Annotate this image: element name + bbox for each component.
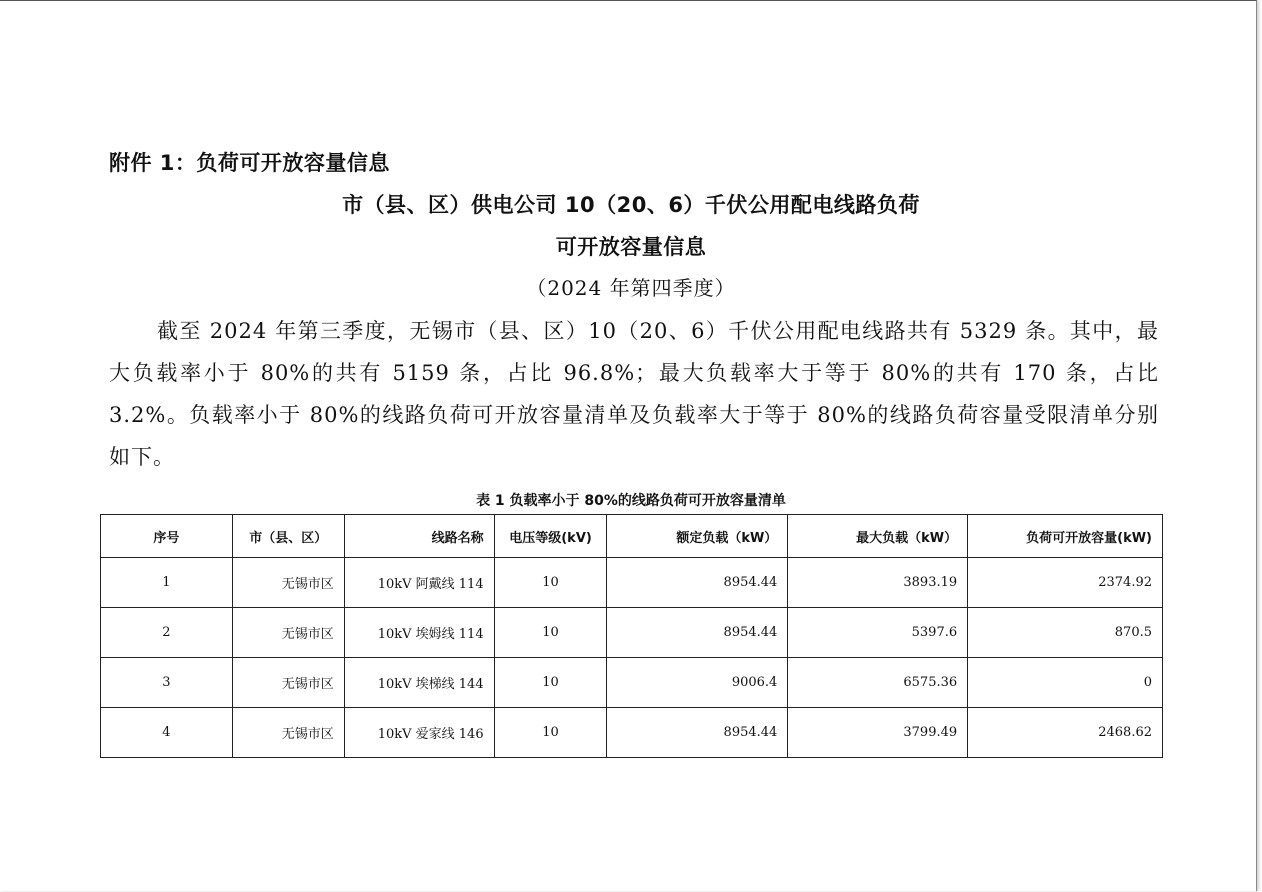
cell-voltage: 10 bbox=[494, 708, 607, 758]
cell-line-name: 10kV 爱家线 146 bbox=[344, 708, 494, 758]
cell-region: 无锡市区 bbox=[232, 658, 344, 708]
cell-region: 无锡市区 bbox=[232, 558, 344, 608]
document-title-line1: 市（县、区）供电公司 10（20、6）千伏公用配电线路负荷 bbox=[342, 193, 920, 217]
cell-index: 2 bbox=[101, 608, 233, 658]
cell-open-capacity: 870.5 bbox=[968, 608, 1163, 658]
body-paragraph: 截至 2024 年第三季度，无锡市（县、区）10（20、6）千伏公用配电线路共有 5329 条。其中，最大负载率小于 80%的共有 5159 条，占比 96.8%；最大负载率大于等于 80%的共有 170 条，占比 3.2%。负载率小于 80%的线路负荷可开放容量清单及负载率大于等于 80%的线路负荷容量受限清单分别如下。 bbox=[109, 319, 1159, 469]
cell-voltage: 10 bbox=[494, 608, 607, 658]
header-cell-voltage: 电压等级(kV) bbox=[494, 515, 607, 558]
cell-open-capacity: 2468.62 bbox=[968, 708, 1163, 758]
table-row bbox=[101, 708, 1163, 758]
attachment-title: 附件 1：负荷可开放容量信息 bbox=[109, 151, 390, 175]
document-subtitle: （2024 年第四季度） bbox=[526, 276, 736, 300]
cell-max-load: 6575.36 bbox=[788, 658, 968, 708]
header-cell-max-load: 最大负载（kW） bbox=[788, 515, 968, 558]
cell-voltage: 10 bbox=[494, 658, 607, 708]
cell-open-capacity: 0 bbox=[968, 658, 1163, 708]
table-row bbox=[101, 658, 1163, 708]
capacity-table bbox=[100, 514, 1163, 758]
header-cell-open-capacity: 负荷可开放容量(kW) bbox=[968, 515, 1163, 558]
cell-rated-load: 9006.4 bbox=[607, 658, 788, 708]
table-caption: 表 1 负载率小于 80%的线路负荷可开放容量清单 bbox=[476, 493, 786, 509]
cell-voltage: 10 bbox=[494, 558, 607, 608]
table-header-row bbox=[101, 515, 1163, 558]
cell-line-name: 10kV 阿戴线 114 bbox=[344, 558, 494, 608]
cell-region: 无锡市区 bbox=[232, 708, 344, 758]
header-cell-rated-load: 额定负载（kW） bbox=[607, 515, 788, 558]
table-row bbox=[101, 608, 1163, 658]
cell-max-load: 3893.19 bbox=[788, 558, 968, 608]
cell-line-name: 10kV 埃姆线 114 bbox=[344, 608, 494, 658]
cell-index: 4 bbox=[101, 708, 233, 758]
cell-line-name: 10kV 埃梯线 144 bbox=[344, 658, 494, 708]
cell-rated-load: 8954.44 bbox=[607, 608, 788, 658]
document-title-line2: 可开放容量信息 bbox=[555, 235, 707, 259]
header-cell-region: 市（县、区） bbox=[232, 515, 344, 558]
header-cell-index: 序号 bbox=[101, 515, 233, 558]
header-cell-line-name: 线路名称 bbox=[344, 515, 494, 558]
cell-rated-load: 8954.44 bbox=[607, 708, 788, 758]
cell-max-load: 5397.6 bbox=[788, 608, 968, 658]
cell-max-load: 3799.49 bbox=[788, 708, 968, 758]
cell-region: 无锡市区 bbox=[232, 608, 344, 658]
cell-rated-load: 8954.44 bbox=[607, 558, 788, 608]
cell-index: 1 bbox=[101, 558, 233, 608]
cell-open-capacity: 2374.92 bbox=[968, 558, 1163, 608]
table-row bbox=[101, 558, 1163, 608]
cell-index: 3 bbox=[101, 658, 233, 708]
